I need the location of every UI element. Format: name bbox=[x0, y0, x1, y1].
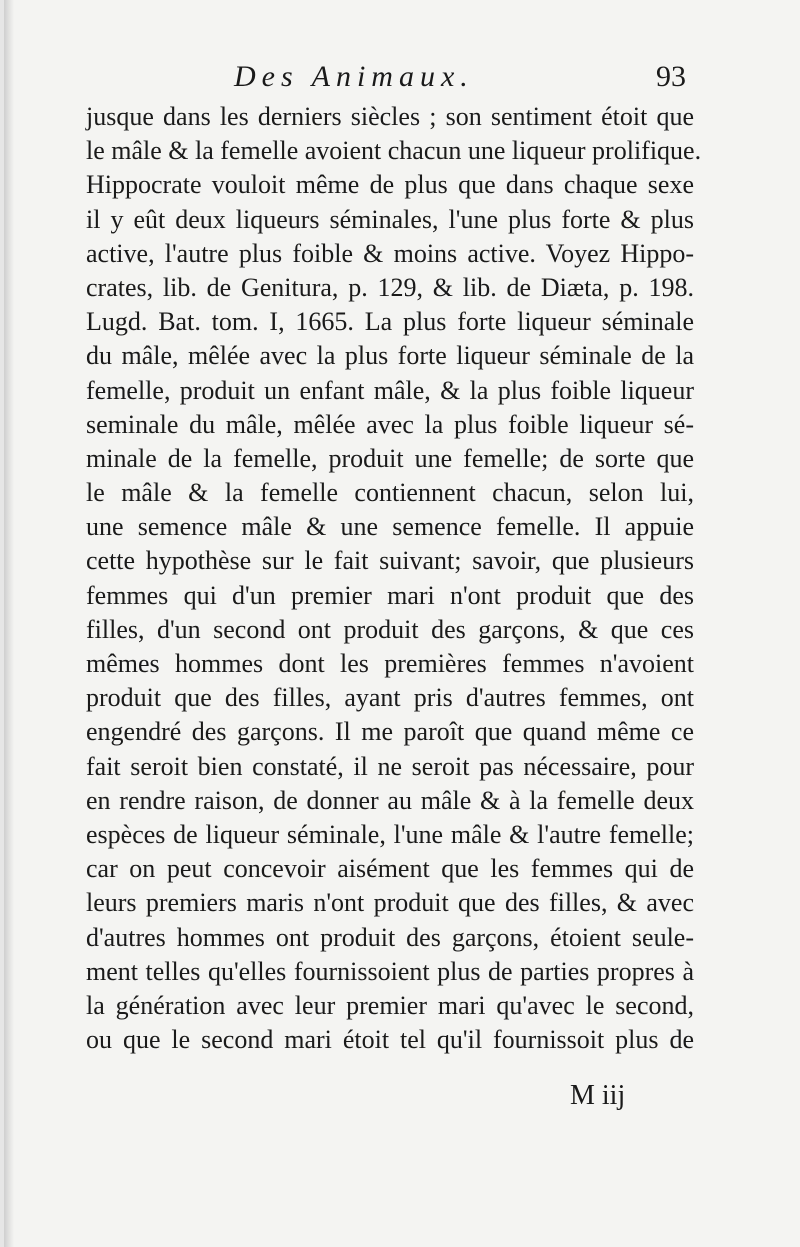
text-line: seminale du mâle, mêlée avec la plus foible liqueur sé- bbox=[86, 409, 694, 439]
text-line: fait seroit bien constaté, il ne seroit pas nécessaire, pour bbox=[86, 751, 694, 781]
running-head: Des Animaux. bbox=[234, 60, 474, 93]
text-line: espèces de liqueur séminale, l'une mâle & l'autre femelle; bbox=[86, 819, 694, 849]
text-line: minale de la femelle, produit une femelle; de sorte que bbox=[86, 443, 694, 473]
text-line: la génération avec leur premier mari qu'avec le second, bbox=[86, 990, 694, 1020]
text-line: il y eût deux liqueurs séminales, l'une plus forte & plus bbox=[86, 204, 694, 234]
text-line: femmes qui d'un premier mari n'ont produit que des bbox=[86, 580, 694, 610]
text-line: engendré des garçons. Il me paroît que quand même ce bbox=[86, 717, 694, 747]
text-line: ou que le second mari étoit tel qu'il fournissoit plus de bbox=[86, 1025, 694, 1055]
body-text bbox=[86, 100, 702, 1057]
text-line: car on peut concevoir aisément que les femmes qui de bbox=[86, 854, 694, 884]
text-line: du mâle, mêlée avec la plus forte liqueur séminale de la bbox=[86, 341, 694, 371]
page-edge-shadow bbox=[4, 0, 14, 1247]
text-line: active, l'autre plus foible & moins active. Voyez Hippo- bbox=[86, 238, 694, 268]
text-line: Lugd. Bat. tom. I, 1665. La plus forte liqueur séminale bbox=[86, 307, 694, 337]
text-line: mêmes hommes dont les premières femmes n'avoient bbox=[86, 649, 694, 678]
page-number: 93 bbox=[656, 60, 686, 93]
text-line: Hippocrate vouloit même de plus que dans chaque sexe bbox=[86, 170, 694, 200]
text-line: leurs premiers maris n'ont produit que des filles, & avec bbox=[86, 888, 694, 918]
text-line: en rendre raison, de donner au mâle & à la femelle deux bbox=[86, 785, 694, 815]
text-line: crates, lib. de Genitura, p. 129, & lib. de Diæta, p. 198. bbox=[86, 272, 694, 302]
text-line: produit que des filles, ayant pris d'autres femmes, ont bbox=[86, 683, 694, 713]
text-line: ment telles qu'elles fournissoient plus de parties propres à bbox=[86, 956, 694, 986]
signature-mark: M iij bbox=[570, 1080, 626, 1111]
text-line: le mâle & la femelle avoient chacun une liqueur prolifique. bbox=[86, 136, 702, 166]
text-line: filles, d'un second ont produit des garçons, & que ces bbox=[86, 614, 694, 644]
text-line: jusque dans les derniers siècles ; son sentiment étoit que bbox=[86, 102, 694, 131]
text-line: le mâle & la femelle contiennent chacun, selon lui, bbox=[86, 478, 694, 508]
text-line: d'autres hommes ont produit des garçons, étoient seule- bbox=[86, 922, 694, 952]
text-line: une semence mâle & une semence femelle. Il appuie bbox=[86, 512, 694, 542]
text-line: cette hypothèse sur le fait suivant; savoir, que plusieurs bbox=[86, 546, 694, 576]
text-line: femelle, produit un enfant mâle, & la plus foible liqueur bbox=[86, 375, 694, 405]
